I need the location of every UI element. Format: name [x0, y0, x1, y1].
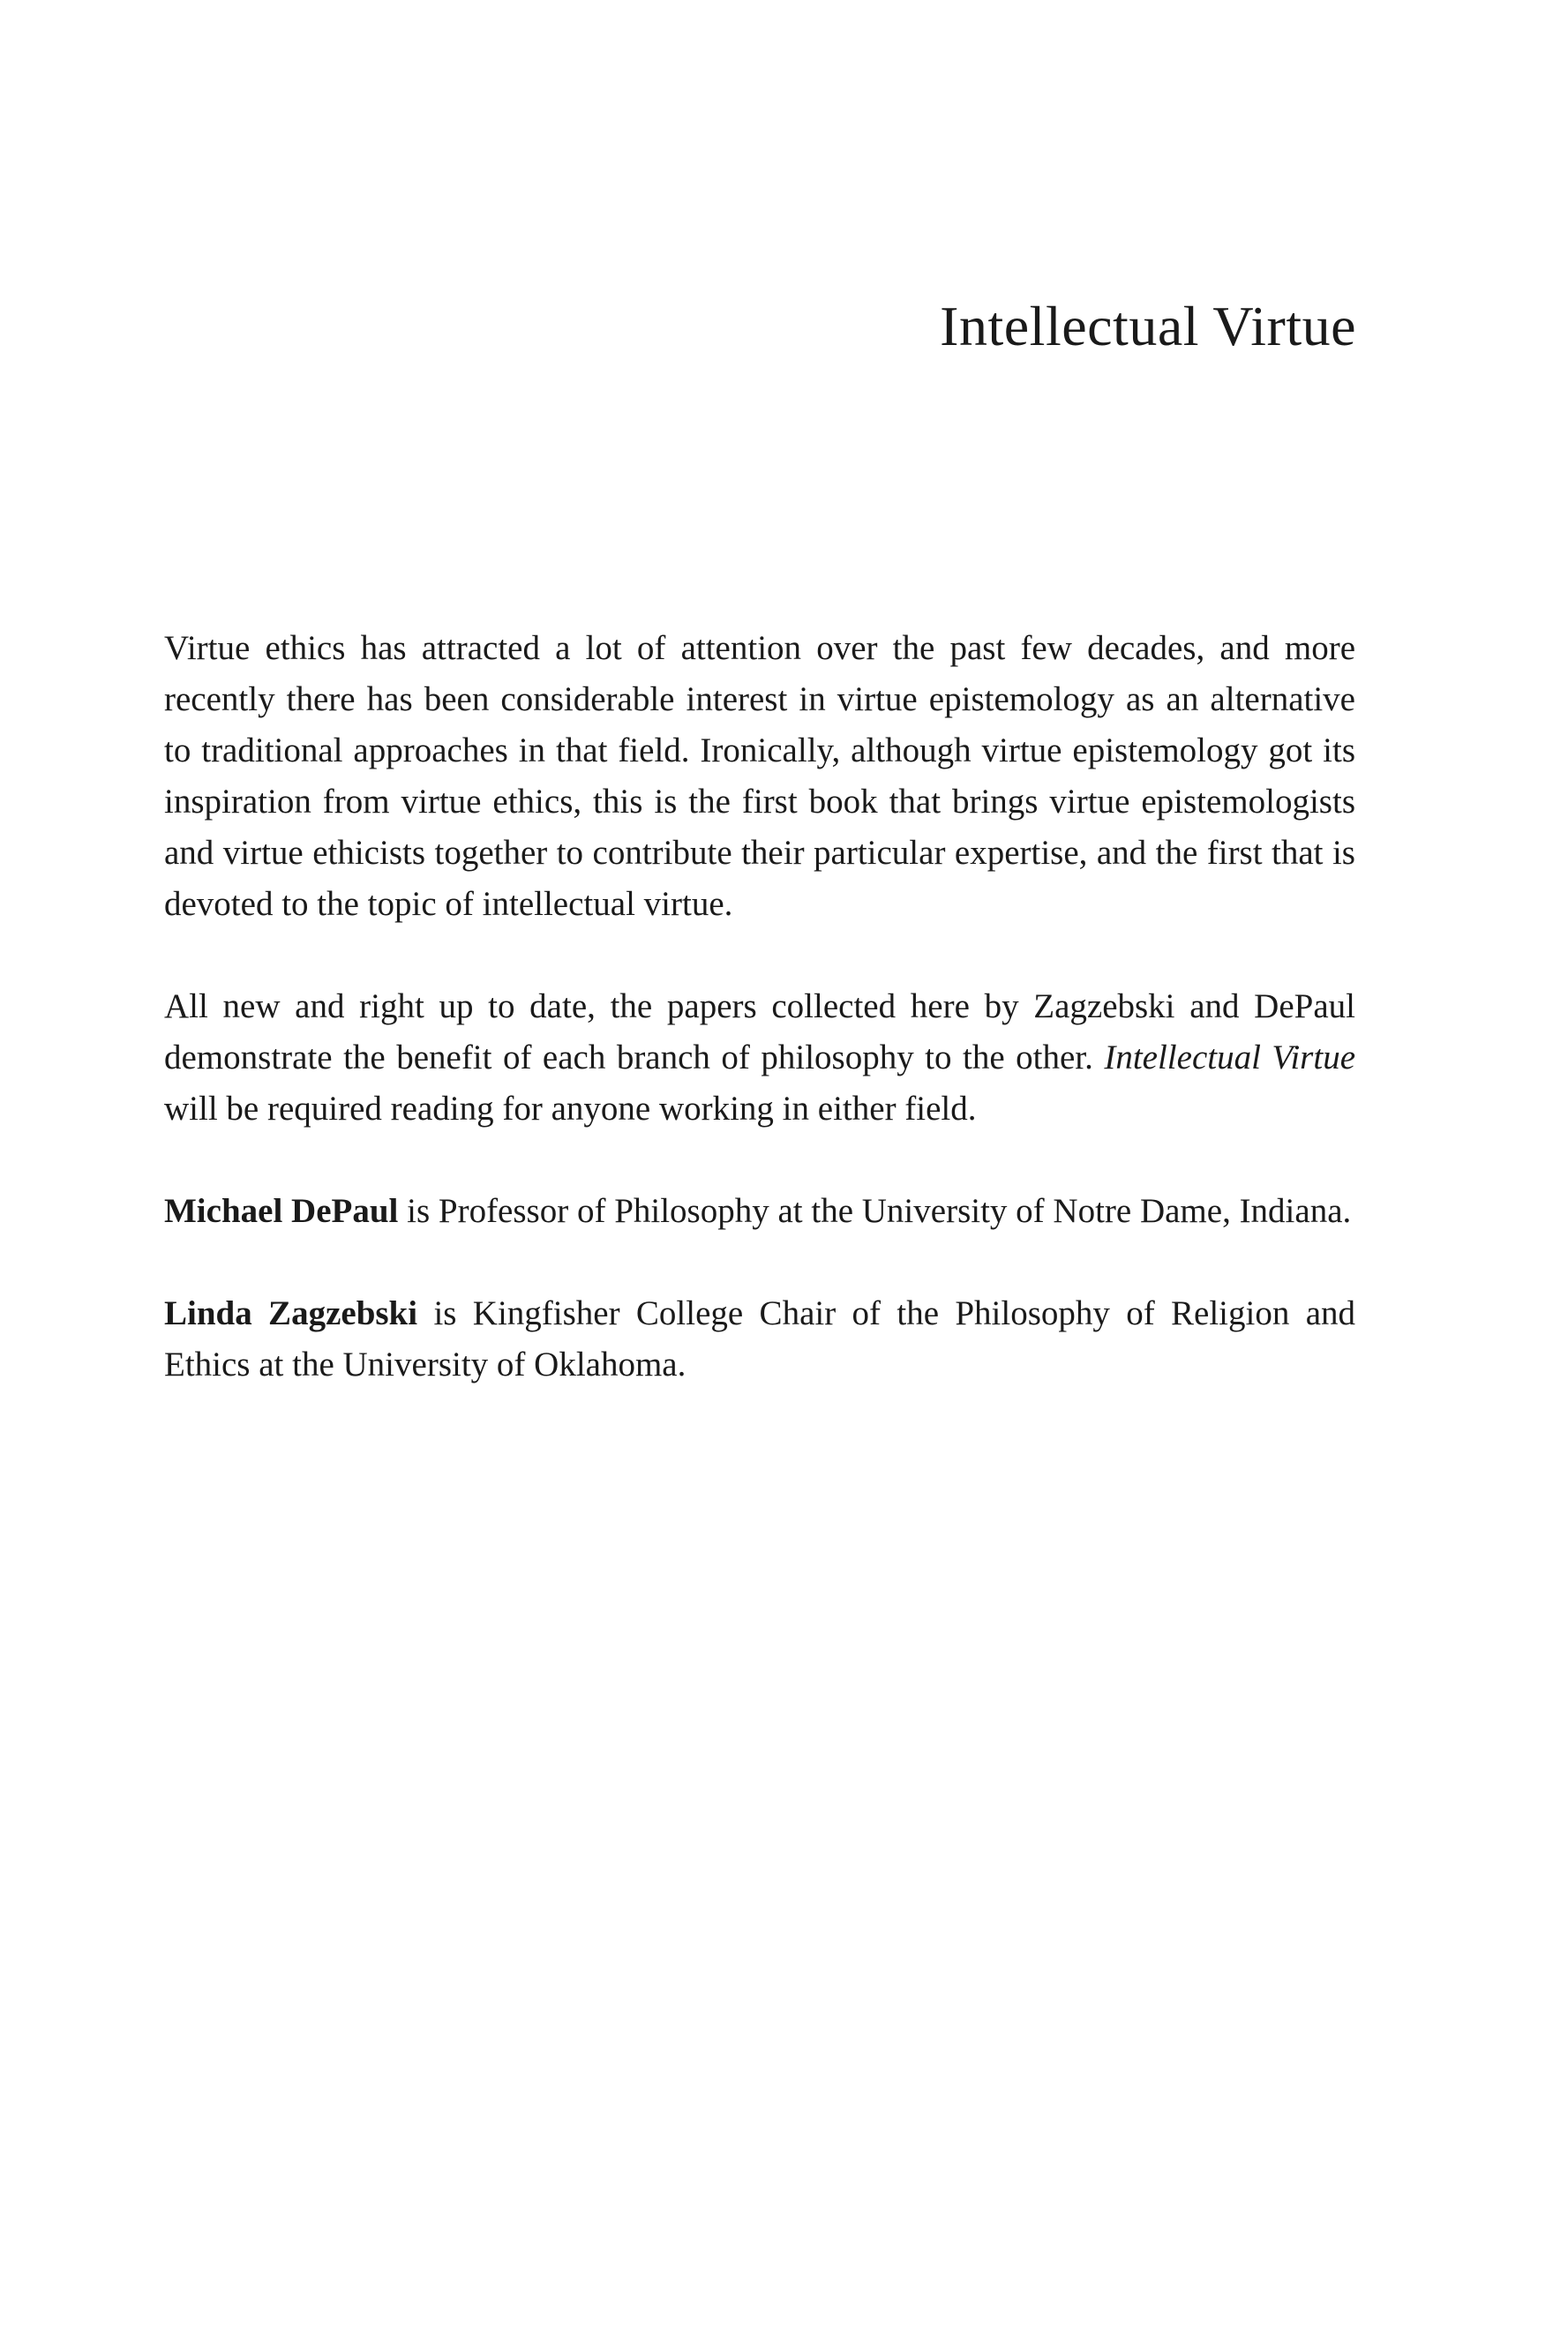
author-bio-text: is Professor of Philosophy at the University of Notre Dame, Indiana.	[407, 1192, 1352, 1230]
author-name: Michael DePaul	[164, 1192, 399, 1230]
description-paragraph-2	[164, 981, 1355, 1135]
book-description	[164, 623, 1355, 1391]
description-paragraph-2-intro: All new and right up to date, the papers collected here by Zagzebski and DePaul demonstrate the benefit of each branch of philosophy to the other.	[164, 987, 1355, 1076]
author-name: Linda Zagzebski	[164, 1294, 418, 1332]
author-bio-depaul	[164, 1186, 1355, 1237]
author-bio-text: is Kingfisher College Chair of the Philosophy of Religion and Ethics at the University of Oklahoma.	[164, 1294, 1355, 1383]
description-paragraph-1: Virtue ethics has attracted a lot of attention over the past few decades, and more recently there has been considerable interest in virtue epistemology as an alternative to traditional approaches in that field. Ironically, although virtue epistemology got its inspiration from virtue ethics, this is the first book that brings virtue epistemologists and virtue ethicists together to contribute their particular expertise, and the first that is devoted to the topic of intellectual virtue.	[164, 629, 1355, 923]
italic-book-title: Intellectual Virtue	[1104, 1039, 1356, 1076]
author-bio-zagzebski	[164, 1288, 1355, 1391]
description-paragraph-2-outro: will be required reading for anyone working in either field.	[164, 1090, 977, 1128]
book-title: Intellectual Virtue	[940, 295, 1356, 357]
